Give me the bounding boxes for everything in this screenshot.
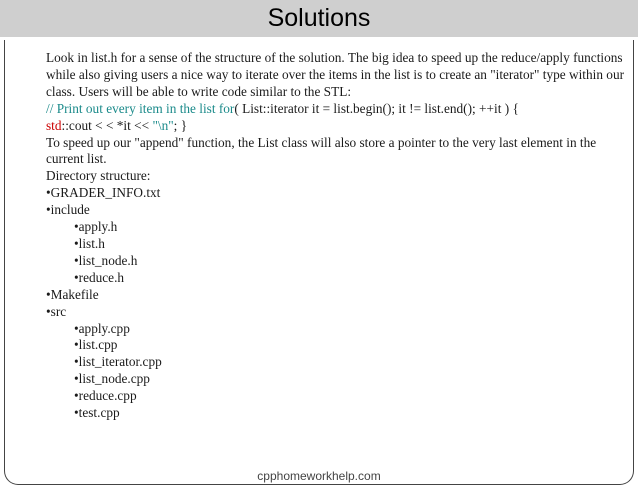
- tree-item-makefile: •Makefile: [46, 286, 99, 302]
- code-comment: // Print out every item in the list for: [46, 100, 235, 116]
- tree-item-list-iterator-cpp: •list_iterator.cpp: [74, 354, 162, 370]
- footer-site: cpphomeworkhelp.com: [257, 469, 381, 483]
- tree-item-list-h: •list.h: [74, 235, 105, 251]
- code-std-keyword: std: [46, 117, 62, 133]
- tree-item-list-node-cpp: •list_node.cpp: [74, 371, 150, 387]
- tree-item-test-cpp: •test.cpp: [74, 405, 120, 421]
- code-line-for: [46, 101, 626, 118]
- intro-paragraph: Look in list.h for a sense of the structure of the solution. The big idea to speed up the reduce/apply functions while also giving users a nice way to iterate over the items in the list is to create an "iterator" type within our class. Users will be able to write code similar to the STL:: [46, 50, 625, 99]
- tree-item-reduce-cpp: •reduce.cpp: [74, 388, 137, 404]
- code-cout-rest: ::cout < < *it <<: [61, 117, 153, 133]
- code-end: ; }: [173, 117, 188, 133]
- tree-item-reduce-h: •reduce.h: [74, 269, 125, 285]
- code-line-cout: [46, 118, 626, 135]
- tree-item-include: •include: [46, 202, 90, 218]
- tree-item-apply-cpp: •apply.cpp: [74, 320, 130, 336]
- slide-body: [46, 50, 626, 422]
- tree-item-src: •src: [46, 303, 67, 319]
- append-note: To speed up our "append" function, the List class will also store a pointer to the very last element in the current list.: [46, 134, 597, 167]
- slide-title: Solutions: [0, 0, 638, 37]
- tree-item-grader-info: •GRADER_INFO.txt: [46, 185, 161, 201]
- code-for-rest: ( List::iterator it = list.begin(); it != list.end(); ++it ) {: [234, 100, 519, 116]
- code-string-literal: "\n": [152, 117, 174, 133]
- tree-item-list-node-h: •list_node.h: [74, 252, 138, 268]
- directory-label: Directory structure:: [46, 168, 151, 184]
- tree-item-list-cpp: •list.cpp: [74, 337, 118, 353]
- tree-item-apply-h: •apply.h: [74, 219, 118, 235]
